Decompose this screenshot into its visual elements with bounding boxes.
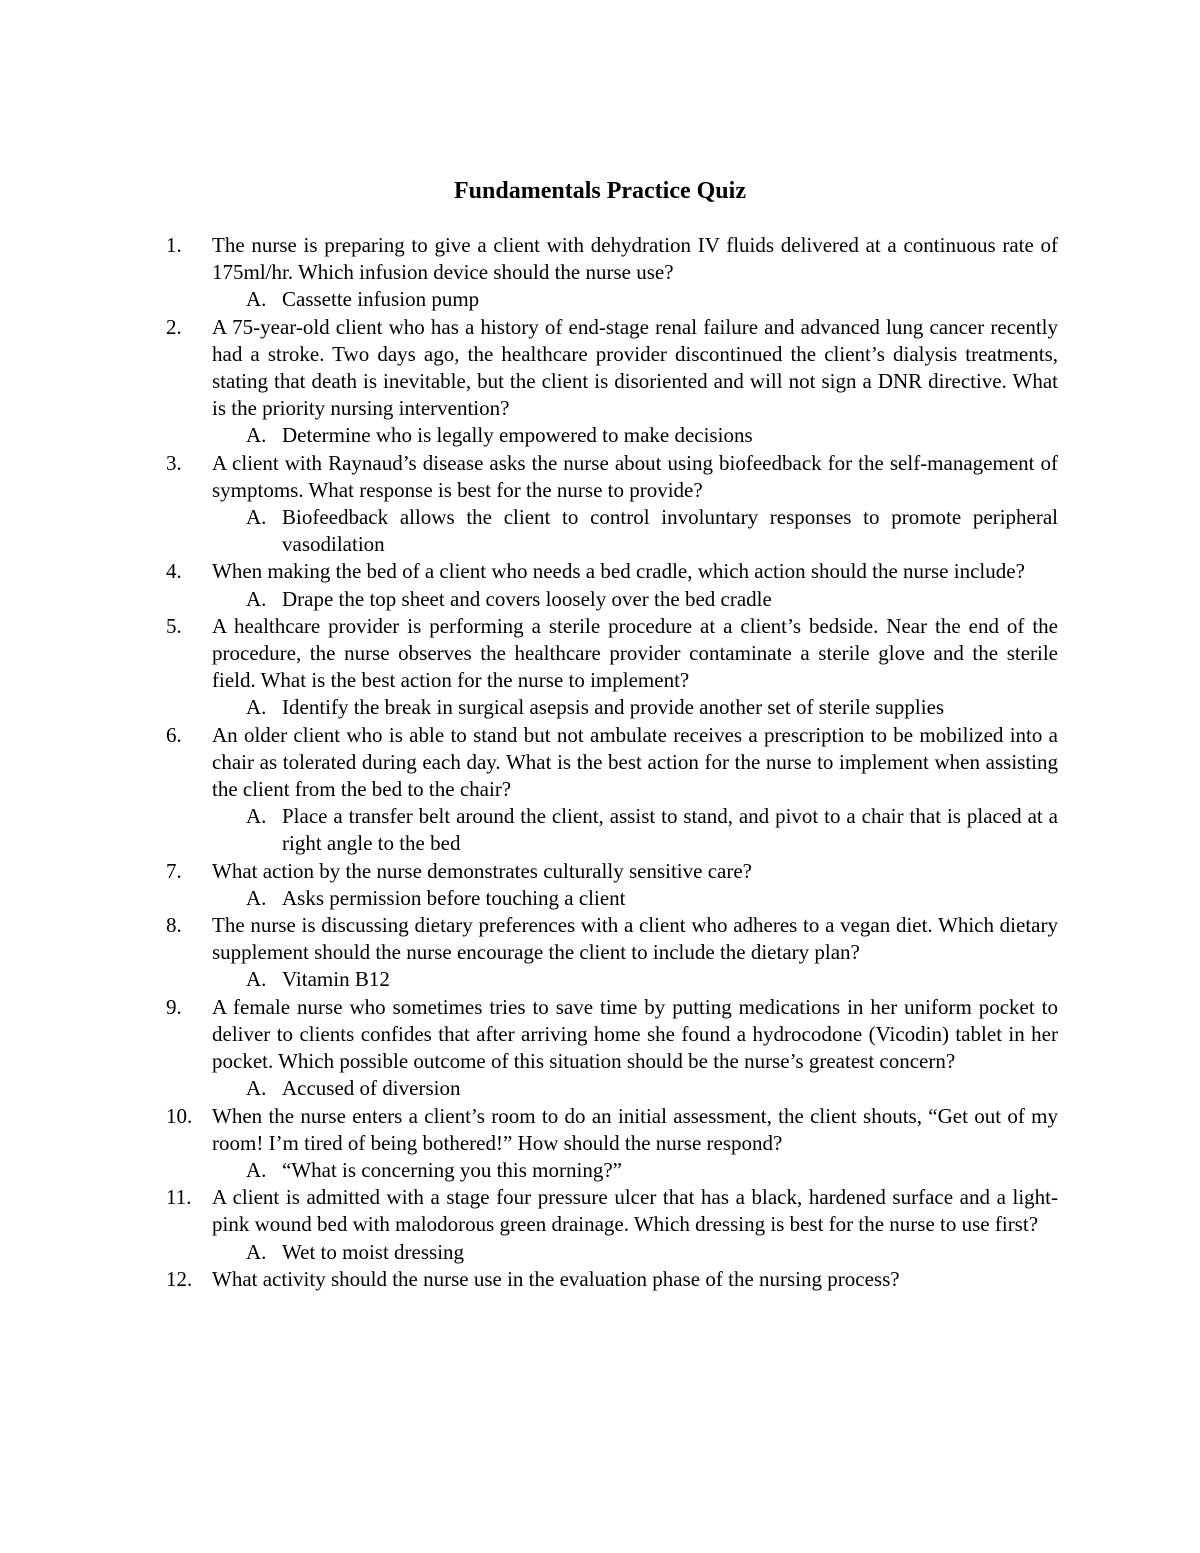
question-number: 9.	[166, 994, 182, 1019]
question-number: 2.	[166, 314, 182, 339]
answer-text: Vitamin B12	[282, 967, 390, 992]
answer-text: Place a transfer belt around the client, assist to stand, and pivot to a chair that is placed at a right angle to the bed	[282, 804, 1058, 856]
answer-option	[246, 1157, 1058, 1184]
question-text: What action by the nurse demonstrates culturally sensitive care?	[212, 858, 752, 883]
answer-text: Drape the top sheet and covers loosely over the bed cradle	[282, 586, 772, 611]
answer-letter: A.	[246, 423, 267, 448]
answer-option	[246, 1239, 1058, 1266]
answer-text: Determine who is legally empowered to make decisions	[282, 423, 753, 448]
question-item	[166, 912, 1058, 994]
answer-option	[246, 1075, 1058, 1102]
question-item	[166, 450, 1058, 559]
question-item	[166, 232, 1058, 314]
question-number: 3.	[166, 450, 182, 475]
question-text: The nurse is discussing dietary preferences with a client who adheres to a vegan diet. Which dietary supplement should the nurse encourage the client to include the dietary plan?	[212, 913, 1058, 965]
answer-text: Cassette infusion pump	[282, 287, 480, 312]
question-text: When making the bed of a client who needs a bed cradle, which action should the nurse include?	[212, 559, 1025, 584]
answer-letter: A.	[246, 967, 267, 992]
question-number: 4.	[166, 559, 182, 584]
question-number: 7.	[166, 858, 182, 883]
question-item	[166, 1103, 1058, 1185]
answer-letter: A.	[246, 1239, 267, 1264]
answer-letter: A.	[246, 885, 267, 910]
question-item	[166, 994, 1058, 1103]
answer-text: Asks permission before touching a client	[282, 885, 626, 910]
question-text: What activity should the nurse use in the evaluation phase of the nursing process?	[212, 1266, 900, 1291]
answer-letter: A.	[246, 1157, 267, 1182]
question-text: The nurse is preparing to give a client with dehydration IV fluids delivered at a continuous rate of 175ml/hr. Which infusion device should the nurse use?	[212, 233, 1058, 285]
document-title: Fundamentals Practice Quiz	[454, 178, 746, 204]
answer-text: Wet to moist dressing	[282, 1239, 465, 1264]
answer-text: “What is concerning you this morning?”	[282, 1157, 622, 1182]
answer-letter: A.	[246, 586, 267, 611]
question-item	[166, 722, 1058, 858]
question-item	[166, 858, 1058, 912]
question-number: 11.	[166, 1185, 192, 1210]
question-text: A healthcare provider is performing a sterile procedure at a client’s bedside. Near the end of the procedure, the nurse observes the healthcare provider contaminate a sterile glove and the sterile field. What is the best action for the nurse to implement?	[212, 613, 1058, 693]
question-item	[166, 314, 1058, 450]
question-item	[166, 1266, 1058, 1293]
question-number: 10.	[166, 1103, 193, 1128]
question-text: A client is admitted with a stage four pressure ulcer that has a black, hardened surface and a light-pink wound bed with malodorous green drainage. Which dressing is best for the nurse to use first?	[212, 1185, 1058, 1237]
answer-option	[246, 966, 1058, 993]
answer-letter: A.	[246, 1076, 267, 1101]
question-number: 6.	[166, 722, 182, 747]
question-text: An older client who is able to stand but not ambulate receives a prescription to be mobilized into a chair as tolerated during each day. What is the best action for the nurse to implement when assisting the client from the bed to the chair?	[212, 722, 1058, 802]
answer-letter: A.	[246, 695, 267, 720]
answer-letter: A.	[246, 287, 267, 312]
answer-option	[246, 586, 1058, 613]
answer-option	[246, 885, 1058, 912]
question-list	[166, 232, 1058, 1293]
question-number: 12.	[166, 1266, 193, 1291]
question-text: A 75-year-old client who has a history of end-stage renal failure and advanced lung cancer recently had a stroke. Two days ago, the healthcare provider discontinued the client’s dialysis treatments, stating that death is inevitable, but the client is disoriented and will not sign a DNR directive. What is the priority nursing intervention?	[212, 314, 1058, 421]
answer-text: Biofeedback allows the client to control involuntary responses to promote peripheral vasodilation	[282, 505, 1058, 557]
answer-letter: A.	[246, 804, 267, 829]
answer-letter: A.	[246, 505, 267, 530]
answer-option	[246, 286, 1058, 313]
question-number: 1.	[166, 233, 182, 257]
question-number: 8.	[166, 913, 182, 938]
answer-text: Accused of diversion	[282, 1076, 461, 1101]
answer-option	[246, 504, 1058, 558]
question-number: 5.	[166, 613, 182, 638]
answer-option	[246, 422, 1058, 449]
question-item	[166, 558, 1058, 612]
question-text: A female nurse who sometimes tries to save time by putting medications in her uniform pocket to deliver to clients confides that after arriving home she found a hydrocodone (Vicodin) tablet in her pocket. Which possible outcome of this situation should be the nurse’s greatest concern?	[212, 994, 1058, 1074]
answer-option	[246, 694, 1058, 721]
question-text: A client with Raynaud’s disease asks the nurse about using biofeedback for the self-management of symptoms. What response is best for the nurse to provide?	[212, 450, 1058, 502]
question-item	[166, 613, 1058, 722]
question-item	[166, 1184, 1058, 1266]
answer-text: Identify the break in surgical asepsis and provide another set of sterile supplies	[282, 695, 945, 720]
answer-option	[246, 803, 1058, 857]
question-text: When the nurse enters a client’s room to do an initial assessment, the client shouts, “Get out of my room! I’m tired of being bothered!” How should the nurse respond?	[212, 1103, 1058, 1155]
